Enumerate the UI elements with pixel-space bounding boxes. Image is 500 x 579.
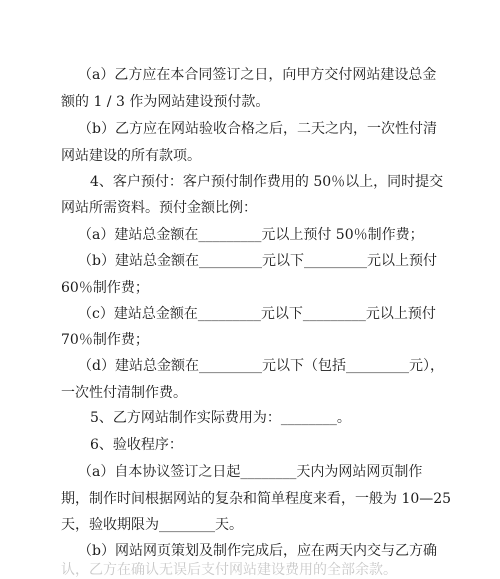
clause-b-line-2: 网站建设的所有款项。 [61,148,201,164]
clause-a-line-2: 额的 1 / 3 作为网站建设预付款。 [61,94,270,110]
section-4-line-2: 网站所需资料。预付金额比例： [61,200,257,216]
ratio-c-line-2: 70％制作费； [61,332,149,348]
clause-a-line-1: （a）乙方应在本合同签订之日，向甲方交付网站建设总金 [78,67,437,83]
section-4-line-1: 4、客户预付：客户预付制作费用的 50％以上，同时提交 [90,174,444,190]
acceptance-b-line-2: 认，乙方在确认无误后支付网站建设费用的全部余款。 [61,562,397,578]
acceptance-a-line-2: 期，制作时间根据网站的复杂和简单程度来看，一般为 10—25 [61,491,452,507]
clause-b-line-1: （b）乙方应在网站验收合格之后，二天之内，一次性付清 [78,121,437,137]
ratio-b-line-2: 60％制作费； [61,280,149,296]
section-5-line: 5、乙方网站制作实际费用为：________。 [90,410,351,426]
ratio-c-line-1: （c）建站总金额在_________元以下_________元以上预付 [78,306,436,322]
ratio-d-line-1: （d）建站总金额在_________元以下（包括_________元）， [78,358,444,374]
ratio-b-line-1: （b）建站总金额在_________元以下_________元以上预付 [78,253,437,269]
acceptance-a-line-1: （a）自本协议签订之日起________天内为网站网页制作 [78,464,423,480]
ratio-a-line: （a）建站总金额在_________元以上预付 50％制作费； [78,227,424,243]
acceptance-a-line-3: 天，验收期限为________天。 [61,517,243,533]
acceptance-b-line-1: （b）网站网页策划及制作完成后，应在两天内交与乙方确 [78,543,437,559]
section-6-heading: 6、验收程序： [90,437,183,453]
ratio-d-line-2: 一次性付清制作费。 [61,385,187,401]
